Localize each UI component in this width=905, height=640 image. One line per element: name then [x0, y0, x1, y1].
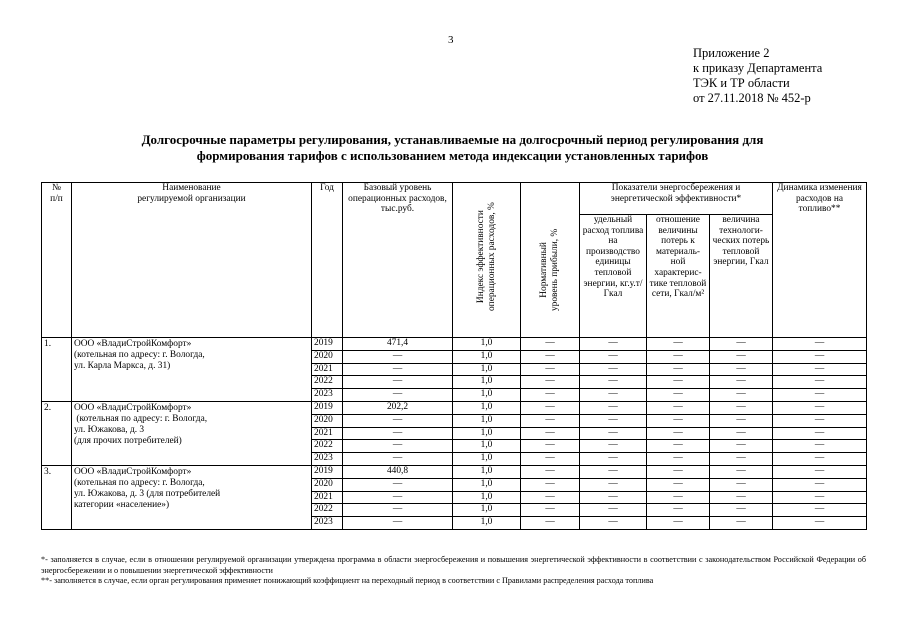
cell-year: 2022 [312, 376, 343, 389]
cell-tech-losses: — [710, 350, 773, 363]
cell-fuel-rate: — [580, 453, 647, 466]
header-row [42, 183, 867, 215]
cell-losses-ratio: — [647, 414, 710, 427]
cell-base-level: — [343, 350, 453, 363]
cell-efficiency-index: 1,0 [453, 504, 521, 517]
organization-line: (для прочих потребителей) [74, 435, 182, 446]
cell-losses-ratio: — [647, 465, 710, 478]
cell-efficiency-index: 1,0 [453, 401, 521, 414]
cell-efficiency-index: 1,0 [453, 427, 521, 440]
cell-fuel-rate: — [580, 504, 647, 517]
cell-efficiency-index: 1,0 [453, 414, 521, 427]
document-title [60, 132, 845, 164]
cell-losses-ratio: — [647, 376, 710, 389]
cell-base-level: — [343, 440, 453, 453]
cell-tech-losses: — [710, 465, 773, 478]
cell-losses-ratio: — [647, 389, 710, 402]
cell-efficiency-index: 1,0 [453, 376, 521, 389]
cell-losses-ratio: — [647, 363, 710, 376]
cell-base-level: — [343, 478, 453, 491]
cell-year: 2022 [312, 504, 343, 517]
cell-tech-losses: — [710, 376, 773, 389]
organization-name [72, 338, 312, 402]
cell-tech-losses: — [710, 414, 773, 427]
cell-year: 2021 [312, 363, 343, 376]
cell-profit-level: — [521, 389, 580, 402]
cell-profit-level: — [521, 504, 580, 517]
row-number: 2. [42, 401, 72, 465]
cell-profit-level: — [521, 517, 580, 530]
cell-profit-level: — [521, 338, 580, 351]
header-year: Год [312, 183, 343, 338]
cell-fuel-dynamics: — [773, 453, 867, 466]
organization-line: ул. Карла Маркса, д. 31) [74, 361, 171, 371]
cell-year: 2020 [312, 478, 343, 491]
organization-name [72, 465, 312, 529]
cell-efficiency-index: 1,0 [453, 453, 521, 466]
appendix-block [693, 46, 822, 106]
vertical-text-line: Индекс эффективности [475, 210, 486, 304]
organization-line: ул. Южакова, д. 3 (для потребителей [74, 488, 221, 499]
cell-losses-ratio: — [647, 517, 710, 530]
organization-line: (котельная по адресу: г. Вологда, [74, 350, 205, 360]
cell-profit-level: — [521, 427, 580, 440]
cell-year: 2021 [312, 491, 343, 504]
cell-base-level: 202,2 [343, 401, 453, 414]
cell-year: 2021 [312, 427, 343, 440]
cell-fuel-dynamics: — [773, 338, 867, 351]
cell-year: 2020 [312, 414, 343, 427]
appendix-line: к приказу Департамента [693, 61, 823, 75]
cell-fuel-rate: — [580, 478, 647, 491]
cell-profit-level: — [521, 414, 580, 427]
cell-base-level: 471,4 [343, 338, 453, 351]
cell-fuel-rate: — [580, 401, 647, 414]
table-row [42, 401, 867, 414]
cell-tech-losses: — [710, 363, 773, 376]
cell-profit-level: — [521, 465, 580, 478]
cell-profit-level: — [521, 491, 580, 504]
parameters-table [41, 182, 867, 530]
vertical-text-line: операционных расходов, % [486, 202, 497, 311]
cell-fuel-dynamics: — [773, 491, 867, 504]
cell-base-level: — [343, 414, 453, 427]
cell-fuel-dynamics: — [773, 427, 867, 440]
cell-fuel-rate: — [580, 427, 647, 440]
cell-efficiency-index: 1,0 [453, 491, 521, 504]
cell-fuel-rate: — [580, 350, 647, 363]
organization-line: ул. Южакова, д. 3 [74, 424, 145, 435]
cell-losses-ratio: — [647, 401, 710, 414]
cell-tech-losses: — [710, 478, 773, 491]
cell-fuel-rate: — [580, 376, 647, 389]
cell-fuel-rate: — [580, 465, 647, 478]
appendix-line: от 27.11.2018 № 452-р [693, 91, 811, 105]
cell-fuel-dynamics: — [773, 414, 867, 427]
cell-profit-level: — [521, 376, 580, 389]
cell-year: 2019 [312, 465, 343, 478]
cell-losses-ratio: — [647, 338, 710, 351]
header-efficiency-index [453, 183, 521, 338]
cell-fuel-dynamics: — [773, 478, 867, 491]
cell-fuel-rate: — [580, 440, 647, 453]
cell-losses-ratio: — [647, 440, 710, 453]
cell-tech-losses: — [710, 491, 773, 504]
cell-year: 2019 [312, 401, 343, 414]
cell-year: 2023 [312, 517, 343, 530]
cell-year: 2023 [312, 453, 343, 466]
title-line: формирования тарифов с использованием метода индексации установленных тарифов [196, 148, 709, 163]
row-number: 3. [42, 465, 72, 529]
cell-tech-losses: — [710, 440, 773, 453]
cell-losses-ratio: — [647, 504, 710, 517]
footnote-2: **- заполняется в случае, если орган регулирования применяет понижающий коэффициент на переходный период в соответствии с Правилами распределения расхода топлива [41, 576, 654, 585]
cell-tech-losses: — [710, 453, 773, 466]
cell-efficiency-index: 1,0 [453, 478, 521, 491]
cell-fuel-rate: — [580, 414, 647, 427]
cell-fuel-rate: — [580, 389, 647, 402]
cell-fuel-dynamics: — [773, 401, 867, 414]
cell-base-level: — [343, 453, 453, 466]
cell-losses-ratio: — [647, 427, 710, 440]
cell-profit-level: — [521, 478, 580, 491]
cell-efficiency-index: 1,0 [453, 363, 521, 376]
cell-tech-losses: — [710, 517, 773, 530]
cell-fuel-dynamics: — [773, 350, 867, 363]
header-num-line: № [52, 183, 61, 193]
cell-efficiency-index: 1,0 [453, 389, 521, 402]
cell-fuel-dynamics: — [773, 389, 867, 402]
cell-fuel-dynamics: — [773, 363, 867, 376]
cell-profit-level: — [521, 350, 580, 363]
header-sub-fuel: удельный расход топлива на производство единицы тепловой энергии, кг.у.т/Гкал [580, 215, 647, 338]
table-row [42, 465, 867, 478]
cell-losses-ratio: — [647, 478, 710, 491]
cell-tech-losses: — [710, 389, 773, 402]
cell-tech-losses: — [710, 504, 773, 517]
cell-efficiency-index: 1,0 [453, 338, 521, 351]
header-organization [72, 183, 312, 338]
cell-year: 2020 [312, 350, 343, 363]
vertical-text-line: Нормативный [539, 242, 549, 298]
organization-line: ООО «ВладиСтройКомфорт» [74, 402, 192, 413]
cell-tech-losses: — [710, 427, 773, 440]
cell-base-level: — [343, 491, 453, 504]
organization-name [72, 401, 312, 465]
header-sub-tech-losses: величина технологи-ческих потерь тепловой энергии, Гкал [710, 215, 773, 338]
cell-year: 2023 [312, 389, 343, 402]
header-org-line: регулируемой организации [137, 193, 246, 204]
cell-year: 2019 [312, 338, 343, 351]
cell-tech-losses: — [710, 401, 773, 414]
cell-base-level: — [343, 363, 453, 376]
organization-line: ООО «ВладиСтройКомфорт» [74, 339, 192, 349]
cell-fuel-rate: — [580, 338, 647, 351]
cell-efficiency-index: 1,0 [453, 465, 521, 478]
header-dynamics: Динамика изменения расходов на топливо** [773, 183, 867, 338]
appendix-line: ТЭК и ТР области [693, 76, 790, 90]
header-sub-losses-ratio: отношение величины потерь к материаль-ной характерис-тике тепловой сети, Гкал/м² [647, 215, 710, 338]
cell-efficiency-index: 1,0 [453, 350, 521, 363]
footnote-1: *- заполняется в случае, если в отношении регулируемой организации утверждена программа в области энергосбережения и повышения энергетической эффективности в соответствии с законодательством Российской Федерации об энергосбережении и о повышении энергетической эффективности [41, 555, 866, 575]
footnotes [41, 555, 866, 587]
header-base-level: Базовый уровень операционных расходов, тыс.руб. [343, 183, 453, 338]
cell-losses-ratio: — [647, 453, 710, 466]
cell-fuel-dynamics: — [773, 440, 867, 453]
cell-profit-level: — [521, 363, 580, 376]
page-number: 3 [448, 34, 454, 46]
cell-losses-ratio: — [647, 491, 710, 504]
cell-base-level: — [343, 427, 453, 440]
organization-line: (котельная по адресу: г. Вологда, [74, 413, 208, 424]
header-energy-group: Показатели энергосбережения и энергетической эффективности* [580, 183, 773, 215]
cell-fuel-dynamics: — [773, 504, 867, 517]
header-num [42, 183, 72, 338]
header-profit-level [521, 183, 580, 338]
cell-losses-ratio: — [647, 350, 710, 363]
cell-base-level: — [343, 504, 453, 517]
header-num-line: п/п [50, 193, 63, 204]
cell-profit-level: — [521, 440, 580, 453]
vertical-text-line: уровень прибыли, % [550, 228, 560, 311]
cell-profit-level: — [521, 401, 580, 414]
cell-base-level: — [343, 517, 453, 530]
cell-fuel-dynamics: — [773, 376, 867, 389]
cell-fuel-rate: — [580, 363, 647, 376]
cell-profit-level: — [521, 453, 580, 466]
organization-line: (котельная по адресу: г. Вологда, [74, 477, 205, 488]
cell-tech-losses: — [710, 338, 773, 351]
cell-fuel-dynamics: — [773, 517, 867, 530]
cell-year: 2022 [312, 440, 343, 453]
row-number: 1. [42, 338, 72, 402]
header-org-line: Наименование [162, 183, 221, 193]
organization-line: категории «население») [74, 499, 170, 510]
cell-base-level: — [343, 389, 453, 402]
cell-fuel-rate: — [580, 491, 647, 504]
appendix-line: Приложение 2 [693, 46, 770, 60]
organization-line: ООО «ВладиСтройКомфорт» [74, 466, 192, 477]
title-line: Долгосрочные параметры регулирования, устанавливаемые на долгосрочный период регулирования для [141, 132, 764, 147]
cell-fuel-dynamics: — [773, 465, 867, 478]
cell-efficiency-index: 1,0 [453, 517, 521, 530]
table-row [42, 338, 867, 351]
cell-efficiency-index: 1,0 [453, 440, 521, 453]
cell-base-level: — [343, 376, 453, 389]
cell-fuel-rate: — [580, 517, 647, 530]
cell-base-level: 440,8 [343, 465, 453, 478]
